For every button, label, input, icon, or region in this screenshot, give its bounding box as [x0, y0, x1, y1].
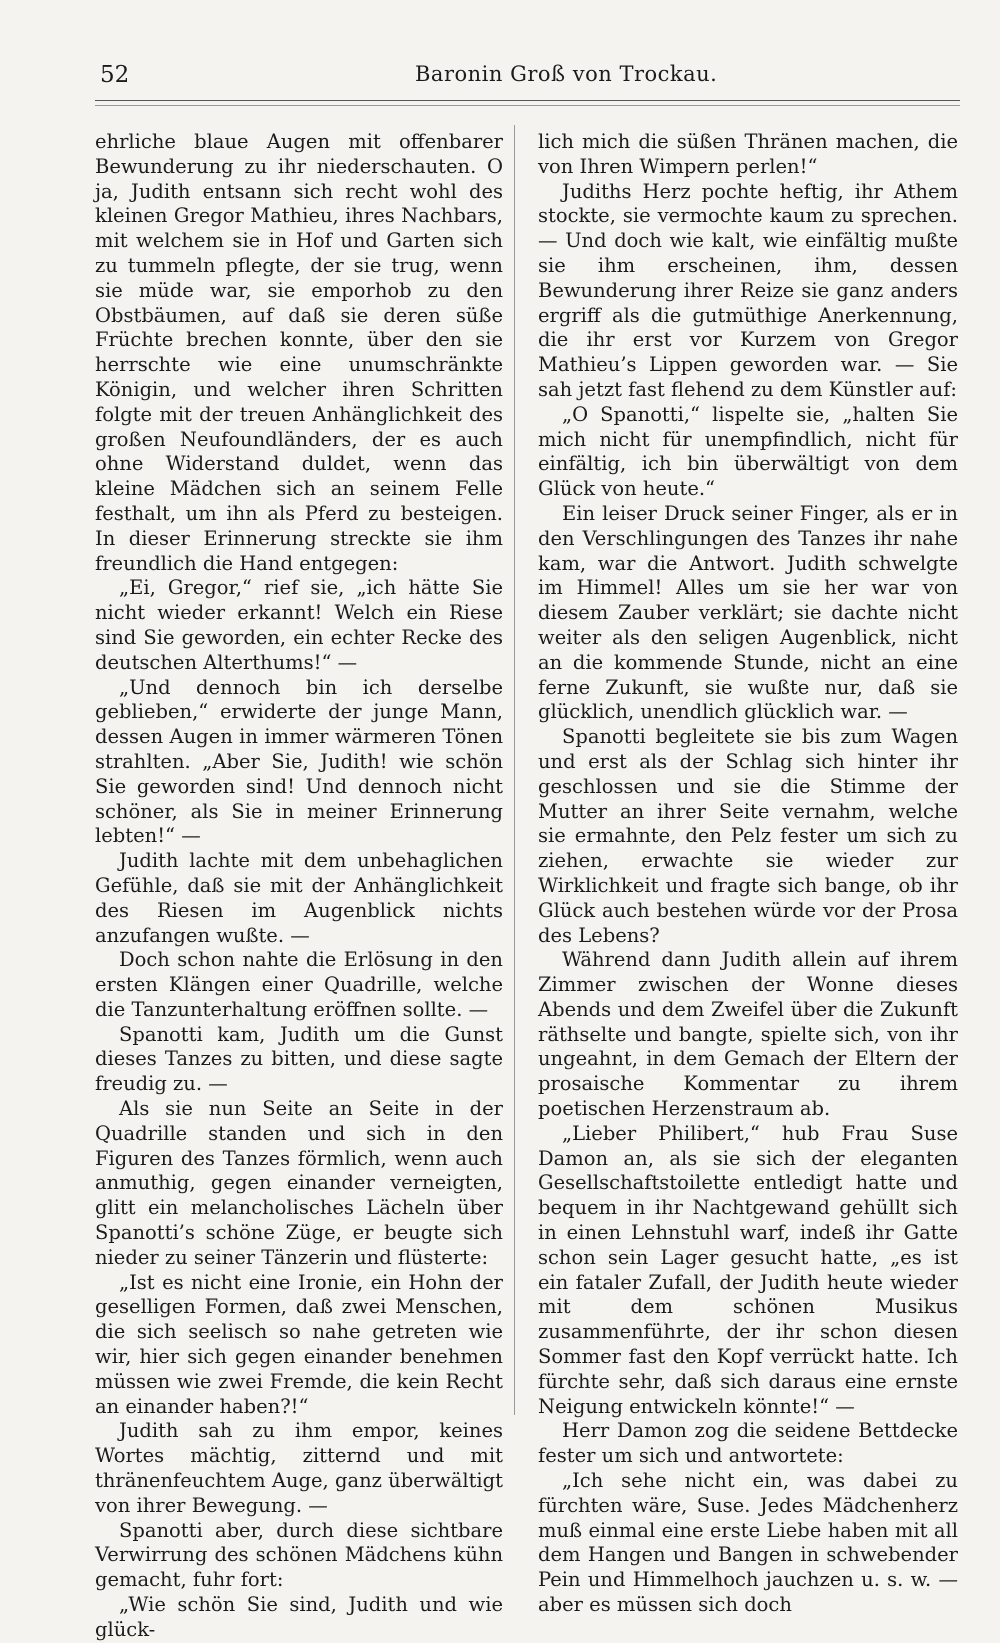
- paragraph: „O Spanotti,“ lispelte sie, „halten Sie mich nicht für unempfindlich, nicht für einfältig, ich bin überwältigt von dem Glück von heute.“: [538, 402, 958, 501]
- paragraph: „Ei, Gregor,“ rief sie, „ich hätte Sie nicht wieder erkannt! Welch ein Riese sind Sie geworden, ein echter Recke des deutschen Alterthums!“ —: [95, 576, 503, 674]
- paragraph: „Ich sehe nicht ein, was dabei zu fürchten wäre, Suse. Jedes Mädchenherz muß einmal eine erste Liebe haben mit all dem Hangen und Bangen in schwebender Pein und Himmelhoch jauchzen u. s. w. — aber es müssen sich doch: [538, 1469, 958, 1617]
- paragraph: Spanotti aber, durch diese sichtbare Verwirrung des schönen Mädchens kühn gemacht, fuhr fort:: [95, 1518, 503, 1592]
- header-rule: [95, 100, 960, 101]
- paragraph: Während dann Judith allein auf ihrem Zimmer zwischen der Wonne dieses Abends und dem Zweifel über die Zukunft räthselte und bangte, spielte sich, von ihr ungeahnt, in dem Gemach der Eltern der prosaische Kommentar zu ihrem poetischen Herzenstraum ab.: [538, 948, 958, 1121]
- paragraph: lich mich die süßen Thränen machen, die von Ihren Wimpern perlen!“: [538, 130, 958, 178]
- paragraph: Doch schon nahte die Erlösung in den ersten Klängen einer Quadrille, welche die Tanzunterhaltung eröffnen sollte. —: [95, 948, 503, 1021]
- paragraph: Ein leiser Druck seiner Finger, als er in den Verschlingungen des Tanzes ihr nahe kam, war die Antwort. Judith schwelgte im Himmel! Alles um sie her war von diesem Zauber verklärt; sie dachte nicht weiter als den seligen Augenblick, nicht an die kommende Stunde, nicht an eine ferne Zukunft, sie wußte nur, daß sie glücklich, unendlich glücklich war. —: [538, 501, 958, 724]
- paragraph: „Und dennoch bin ich derselbe geblieben,“ erwiderte der junge Mann, dessen Augen in immer wärmeren Tönen strahlten. „Aber Sie, Judith! wie schön Sie geworden sind! Und dennoch nicht schöner, als Sie in meiner Erinnerung lebten!“ —: [95, 675, 503, 848]
- header-rule-thin: [95, 105, 960, 106]
- paragraph: Herr Damon zog die seidene Bettdecke fester um sich und antwortete:: [538, 1419, 958, 1468]
- paragraph: ehrliche blaue Augen mit offenbarer Bewunderung zu ihr niederschauten. O ja, Judith entsann sich recht wohl des kleinen Gregor Mathieu, ihres Nachbars, mit welchem sie in Hof und Garten sich zu tummeln pflegte, der sie trug, wenn sie müde war, sie emporhob zu den Obstbäumen, auf daß sie deren süße Früchte brechen konnte, über den sie herrschte wie eine unumschränkte Königin, und welcher ihren Schritten folgte mit der treuen Anhänglichkeit des großen Neufoundländers, der es auch ohne Widerstand duldet, wenn das kleine Mädchen sich an seinem Felle festhalt, um ihn als Pferd zu besteigen. In dieser Erinnerung streckte sie ihm freundlich die Hand entgegen:: [95, 130, 503, 575]
- page-number: 52: [100, 62, 130, 88]
- paragraph: „Wie schön Sie sind, Judith und wie glück-: [95, 1593, 503, 1641]
- running-title: Baronin Groß von Trockau.: [415, 62, 718, 86]
- paragraph: „Ist es nicht eine Ironie, ein Hohn der geselligen Formen, daß zwei Menschen, die sich seelisch so nahe getreten wie wir, hier sich gegen einander benehmen müssen wie zwei Fremde, die kein Recht an einander haben?!“: [95, 1270, 503, 1418]
- paragraph: Judith sah zu ihm empor, keines Wortes mächtig, zitternd und mit thränenfeuchtem Auge, ganz überwältigt von ihrer Bewegung. —: [95, 1419, 503, 1517]
- paragraph: „Lieber Philibert,“ hub Frau Suse Damon an, als sie sich der eleganten Gesellschaftstoilette entledigt hatte und bequem in ihr Nachtgewand gehüllt sich in einen Lehnstuhl warf, indeß ihr Gatte schon sein Lager gesucht hatte, „es ist ein fataler Zufall, der Judith heute wieder mit dem schönen Musikus zusammenführte, der ihr schon diesen Sommer fast den Kopf verrückt hatte. Ich fürchte sehr, daß sich daraus eine ernste Neigung entwickeln könnte!“ —: [538, 1121, 958, 1418]
- paragraph: Spanotti kam, Judith um die Gunst dieses Tanzes zu bitten, und diese sagte freudig zu. —: [95, 1022, 503, 1096]
- paragraph: Judith lachte mit dem unbehaglichen Gefühle, daß sie mit der Anhänglichkeit des Riesen im Augenblick nichts anzufangen wußte. —: [95, 849, 503, 947]
- paragraph: Als sie nun Seite an Seite in der Quadrille standen und sich in den Figuren des Tanzes förmlich, wenn auch anmuthig, gegen einander verneigten, glitt ein melancholisches Lächeln über Spanotti’s schöne Züge, er beugte sich nieder zu seiner Tänzerin und flüsterte:: [95, 1097, 503, 1269]
- page-header: [100, 62, 960, 102]
- left-text-column: [95, 130, 503, 1643]
- column-divider: [514, 125, 515, 1415]
- paragraph: Judiths Herz pochte heftig, ihr Athem stockte, sie vermochte kaum zu sprechen. — Und doch wie kalt, wie einfältig mußte sie ihm erscheinen, ihm, dessen Bewunderung ihrer Reize sie ganz anders ergriff als die gutmüthige Anerkennung, die ihr erst vor Kurzem von Gregor Mathieu’s Lippen geworden war. — Sie sah jetzt fast flehend zu dem Künstler auf:: [538, 179, 958, 401]
- paragraph: Spanotti begleitete sie bis zum Wagen und erst als der Schlag sich hinter ihr geschlossen und sie die Stimme der Mutter an ihrer Seite vernahm, welche sie ermahnte, den Pelz fester um sich zu ziehen, erwachte sie wieder zur Wirklichkeit und fragte sich bange, ob ihr Glück auch bestehen würde vor der Prosa des Lebens?: [538, 725, 958, 947]
- right-text-column: [538, 130, 958, 1618]
